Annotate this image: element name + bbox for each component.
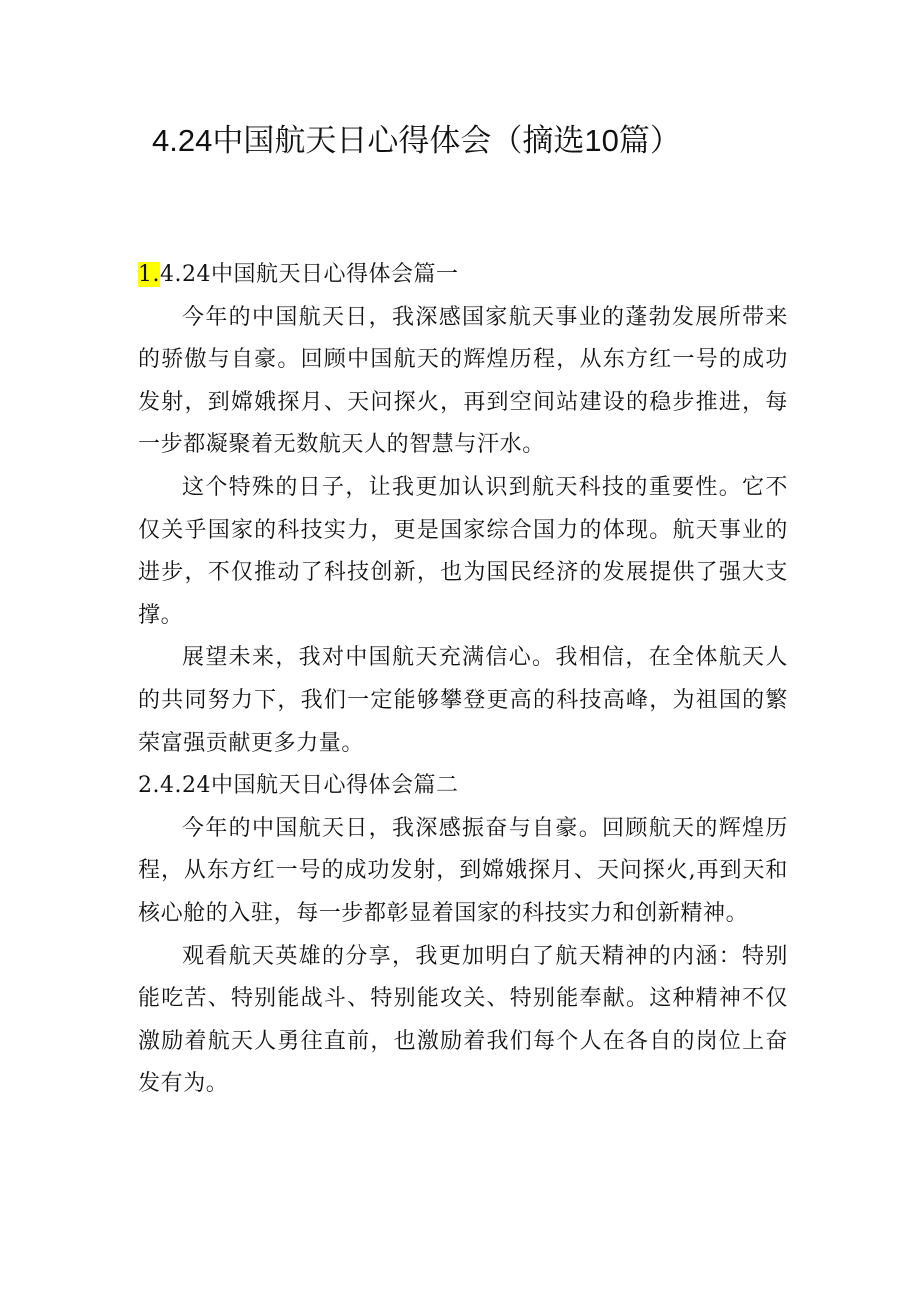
paragraph: 今年的中国航天日，我深感国家航天事业的蓬勃发展所带来的骄傲与自豪。回顾中国航天的辉煌历程，从东方红一号的成功发射，到嫦娥探月、天问探火，再到空间站建设的稳步推进，每一步都凝聚着无数航天人的智慧与汗水。 — [138, 304, 788, 458]
section-heading-2 — [138, 765, 788, 808]
document-title: 4.24中国航天日心得体会（摘选10篇） — [152, 123, 681, 158]
paragraph: 观看航天英雄的分享，我更加明白了航天精神的内涵：特别能吃苦、特别能战斗、特别能攻关、特别能奉献。这种精神不仅激励着航天人勇往直前，也激励着我们每个人在各自的岗位上奋发有为。 — [138, 943, 788, 1097]
paragraph: 今年的中国航天日，我深感振奋与自豪。回顾航天的辉煌历程，从东方红一号的成功发射，到嫦娥探月、天问探火,再到天和核心舱的入驻，每一步都彰显着国家的科技实力和创新精神。 — [138, 815, 788, 926]
section-heading-1 — [138, 254, 788, 297]
document-body — [138, 254, 788, 1106]
section-number-highlight: 1. — [138, 262, 160, 287]
paragraph: 这个特殊的日子，让我更加认识到航天科技的重要性。它不仅关乎国家的科技实力，更是国家综合国力的体现。航天事业的进步，不仅推动了科技创新，也为国民经济的发展提供了强大支撑。 — [138, 474, 788, 628]
section-number: 2. — [138, 773, 160, 799]
section-heading-text: 4.24中国航天日心得体会篇二 — [160, 773, 459, 799]
paragraph: 展望未来，我对中国航天充满信心。我相信，在全体航天人的共同努力下，我们一定能够攀登更高的科技高峰，为祖国的繁荣富强贡献更多力量。 — [138, 645, 788, 756]
section-heading-text: 4.24中国航天日心得体会篇一 — [160, 262, 459, 287]
